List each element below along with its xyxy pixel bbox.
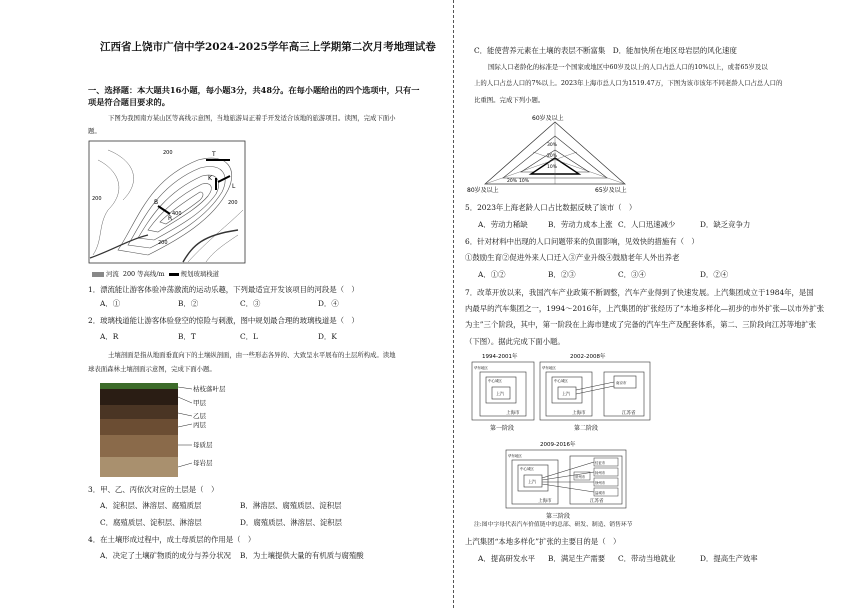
map-label: 200 bbox=[158, 240, 168, 246]
map-label: 200 bbox=[163, 150, 173, 156]
option-d[interactable]: D．②④ bbox=[700, 270, 729, 279]
aging-triangle-chart bbox=[465, 112, 645, 196]
triangle-tick: 10% bbox=[519, 179, 530, 184]
legend-contour-label: 等高线/m bbox=[137, 270, 165, 278]
triangle-label-left: 80岁及以上 bbox=[467, 187, 499, 194]
triangle-tick: 30% bbox=[547, 143, 558, 148]
shanghai-label: 上海市 bbox=[572, 411, 586, 416]
option-a[interactable]: A．决定了土壤矿物质的成分与养分状况 bbox=[100, 551, 231, 560]
option-d[interactable]: D．④ bbox=[318, 299, 339, 308]
option-b[interactable]: B．淋溶层、腐殖质层、淀积层 bbox=[240, 501, 342, 510]
soil-label: 母岩层 bbox=[193, 459, 213, 467]
period-label: 1994-2001年 bbox=[482, 354, 518, 360]
intro-text-cont: 球表面森林土壤剖面示意图，完成下面小题。 bbox=[88, 365, 216, 373]
city-label: 常州市 bbox=[575, 475, 586, 479]
city-label: 徐州市 bbox=[595, 481, 606, 485]
city-label: 仪征市 bbox=[595, 461, 606, 465]
map-label: 200 bbox=[92, 196, 102, 202]
question-7-intro: 为主”三个阶段，其中，第一阶段在上海市建成了完备的汽车生产及配套体系，第二、三阶段向江苏等地扩张 bbox=[465, 320, 817, 329]
question-7-intro: （下图）。据此完成下面小题。 bbox=[465, 337, 565, 346]
center-label: 中心城区 bbox=[554, 379, 568, 383]
jiangsu-label: 江苏省 bbox=[590, 499, 604, 504]
question-6-items: ①鼓励生育②促进外来人口迁入③产业升级④鼓励老年人外出养老 bbox=[465, 253, 680, 262]
east-china-label: 华东地区 bbox=[508, 454, 522, 458]
triangle-label-right: 65岁及以上 bbox=[595, 187, 627, 194]
option-a[interactable]: A．淀积层、淋溶层、腐殖质层 bbox=[100, 501, 202, 510]
map-label-b: B bbox=[154, 199, 159, 206]
option-c[interactable]: C．腐殖质层、淀积层、淋溶层 bbox=[100, 518, 202, 527]
option-c[interactable]: C．③④ bbox=[618, 270, 646, 279]
hq-label: 上汽 bbox=[562, 391, 570, 396]
intro-text-cont: 题。 bbox=[88, 127, 101, 135]
shanghai-label: 上海市 bbox=[538, 499, 552, 504]
period-label: 2002-2008年 bbox=[570, 354, 606, 360]
legend-contour-value: 200 bbox=[122, 270, 136, 278]
intro-text-cont: 上的人口占总人口的7%以上。2023年上海市总人口为1519.47万，下图为该市该年不同老龄人口占总人口的 bbox=[474, 79, 783, 87]
diagram-note: 注:图中字母代表汽车价值链中的总部、研发、制造、销售环节 bbox=[474, 522, 633, 528]
column-divider bbox=[453, 0, 454, 608]
period-label: 2009-2016年 bbox=[540, 442, 576, 448]
east-china-label: 华东地区 bbox=[542, 366, 556, 370]
section-heading-cont: 项是符合题目要求的。 bbox=[88, 97, 170, 107]
option-a[interactable]: A．① bbox=[100, 299, 121, 308]
city-label: 扬州市 bbox=[595, 471, 606, 475]
option-b[interactable]: B．② bbox=[178, 299, 199, 308]
option-d[interactable]: D．缺乏竞争力 bbox=[700, 220, 751, 229]
legend-river-icon bbox=[92, 272, 104, 277]
map-legend bbox=[92, 270, 219, 279]
triangle-tick: 10% bbox=[547, 165, 558, 170]
soil-profile-image bbox=[100, 383, 240, 477]
soil-label: 母质层 bbox=[193, 441, 213, 449]
legend-walkway-icon bbox=[169, 273, 179, 276]
question-4-options-cont[interactable]: C．能使营养元素在土壤的表层不断富集 D．能加快所在地区母岩层的风化速度 bbox=[474, 46, 737, 55]
question-7-intro: 内最早的汽车集团之一，1994～2016年，上汽集团的扩张经历了“本地多样化—初步的市外扩张—以市外扩张 bbox=[465, 304, 825, 313]
option-a[interactable]: A．提高研发水平 bbox=[478, 554, 536, 563]
option-b[interactable]: B．T bbox=[178, 332, 196, 341]
city-label: 南京市 bbox=[616, 381, 627, 385]
hq-label: 上汽 bbox=[528, 479, 536, 484]
center-label: 中心城区 bbox=[488, 379, 502, 383]
option-b[interactable]: B．劳动力成本上涨 bbox=[548, 220, 613, 229]
question-7: 上汽集团“本地多样化”扩张的主要目的是（ ） bbox=[465, 537, 621, 546]
map-label-t: T bbox=[212, 151, 216, 158]
intro-text: 下图为我国南方某山区等高线示意图，当地旅游局正着手开发适合该地的旅游项目。读图，完成下面小 bbox=[108, 114, 396, 122]
intro-text-cont: 比重图。完成下列小题。 bbox=[474, 96, 545, 104]
shanghai-label: 上海市 bbox=[506, 411, 520, 416]
option-c[interactable]: C．带动当地就业 bbox=[618, 554, 676, 563]
triangle-tick: 20% bbox=[507, 179, 518, 184]
contour-map bbox=[88, 140, 246, 270]
option-d[interactable]: D．提高生产效率 bbox=[700, 554, 758, 563]
option-d[interactable]: D．腐殖质层、淋溶层、淀积层 bbox=[240, 518, 343, 527]
question-6: 6．针对材料中出现的人口问题带来的负面影响，见效快的措施有（ ） bbox=[465, 237, 699, 246]
legend-river-label: 河流 bbox=[106, 270, 119, 278]
map-label-l: L bbox=[232, 183, 236, 190]
center-label: 中心城区 bbox=[520, 467, 534, 471]
option-b[interactable]: B．为土壤提供大量的有机质与腐殖酸 bbox=[240, 551, 364, 560]
map-label: 400 bbox=[172, 211, 182, 217]
option-a[interactable]: A．R bbox=[100, 332, 119, 341]
question-7-intro: 7．改革开放以来，我国汽车产业政策不断调整，汽车产业得到了快速发展。上汽集团成立于1984年，是国 bbox=[465, 288, 814, 297]
question-1: 1．漂流能让游客体验冲荡激流的运动乐趣，下列最适宜开发该项目的河段是（ ） bbox=[88, 285, 359, 294]
jiangsu-label: 江苏省 bbox=[622, 411, 636, 416]
option-a[interactable]: A．劳动力稀缺 bbox=[478, 220, 528, 229]
soil-label: 乙层 bbox=[193, 412, 206, 420]
option-d[interactable]: D．K bbox=[318, 332, 337, 341]
option-b[interactable]: B．②③ bbox=[548, 270, 576, 279]
question-3: 3．甲、乙、丙依次对应的土层是（ ） bbox=[88, 485, 219, 494]
section-heading: 一、选择题：本大题共16小题，每小题3分，共48分。在每小题给出的四个选项中，只有一 bbox=[88, 85, 420, 95]
east-china-label: 华东地区 bbox=[474, 366, 488, 370]
option-c[interactable]: C．③ bbox=[240, 299, 261, 308]
soil-label: 丙层 bbox=[193, 421, 206, 429]
saic-expansion-diagram bbox=[470, 350, 670, 530]
legend-walkway-label: 规划玻璃栈道 bbox=[180, 270, 220, 278]
stage-name: 第三阶段 bbox=[546, 513, 571, 520]
question-2: 2．玻璃栈道能让游客体验登空的惊险与刺激，图中规划最合理的玻璃栈道是（ ） bbox=[88, 316, 359, 325]
exam-title: 江西省上饶市广信中学2024-2025学年高三上学期第二次月考地理试卷 bbox=[100, 41, 436, 53]
option-c[interactable]: C．L bbox=[240, 332, 258, 341]
option-b[interactable]: B．满足生产需要 bbox=[548, 554, 606, 563]
map-label: 200 bbox=[228, 200, 238, 206]
question-4: 4．在土壤形成过程中，成土母质层的作用是（ ） bbox=[88, 535, 256, 544]
triangle-label-top: 60岁及以上 bbox=[532, 115, 564, 122]
option-c[interactable]: C．人口迅速减少 bbox=[618, 220, 676, 229]
stage-name: 第二阶段 bbox=[574, 425, 599, 432]
city-label: 盐城市 bbox=[595, 491, 606, 495]
soil-label: 枯枝落叶层 bbox=[193, 385, 226, 393]
question-5: 5．2023年上海老龄人口占比数据反映了该市（ ） bbox=[465, 203, 637, 212]
intro-text: 国际人口老龄化的标准是一个国家或地区中60岁及以上的人口占总人口的10%以上，或者65岁及以 bbox=[488, 63, 768, 71]
map-label-k: K bbox=[208, 175, 212, 182]
intro-text: 土壤剖面是指从地面垂直向下的土壤纵剖面，由一些形态各异的、大致呈水平展布的土层所构成。读地 bbox=[108, 351, 396, 359]
hq-label: 上汽 bbox=[496, 391, 504, 396]
triangle-tick: 20% bbox=[547, 154, 558, 159]
map-label-r: R bbox=[168, 215, 173, 222]
soil-label: 甲层 bbox=[193, 399, 206, 407]
stage-name: 第一阶段 bbox=[490, 425, 515, 432]
option-a[interactable]: A．①② bbox=[478, 270, 506, 279]
